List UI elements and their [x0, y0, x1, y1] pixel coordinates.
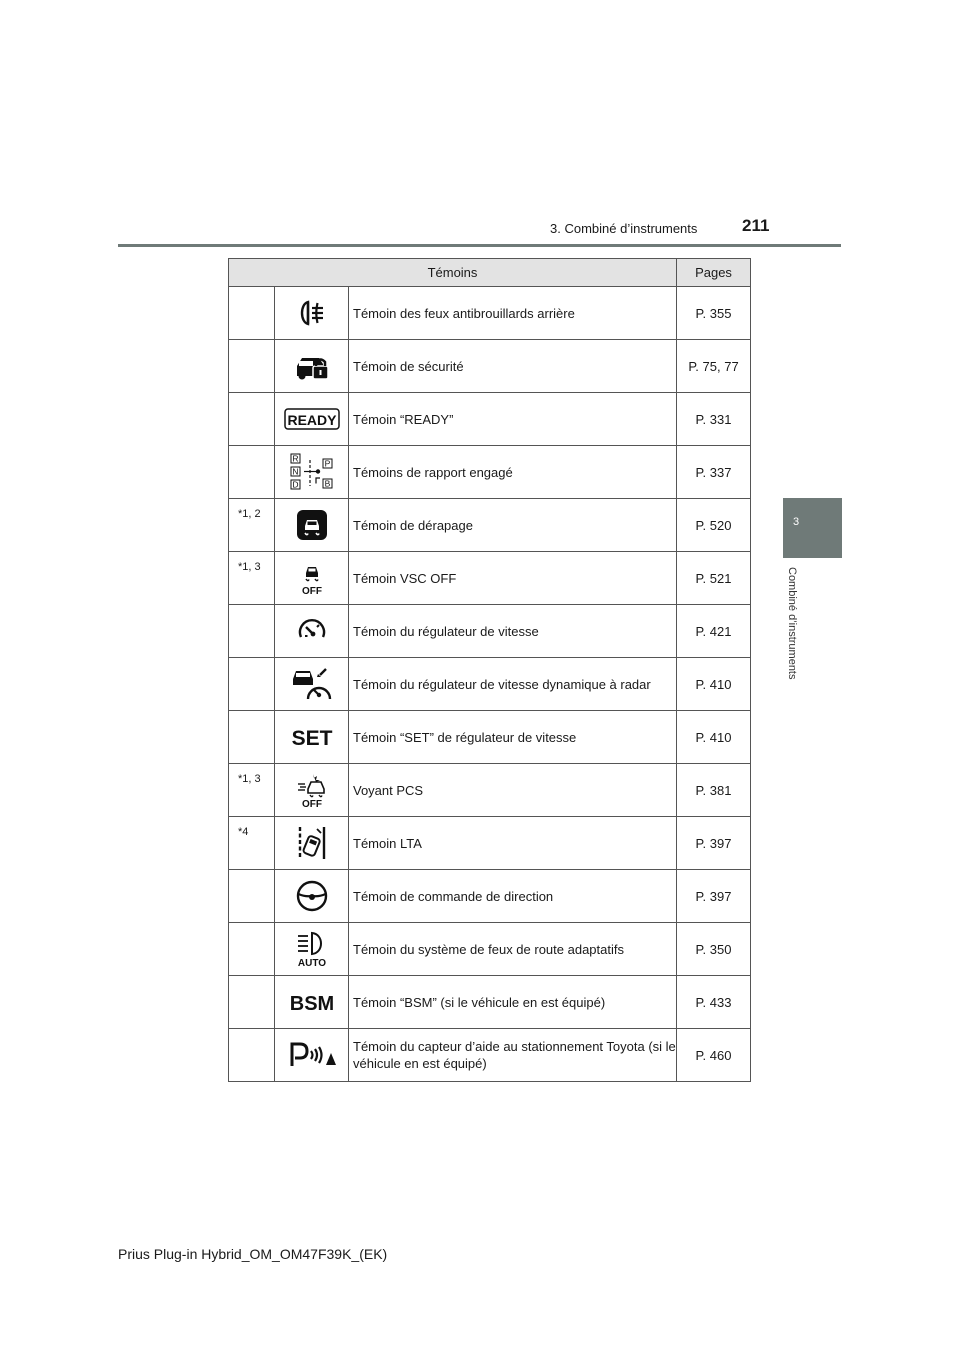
- table-row: [229, 711, 751, 764]
- table-row: [229, 287, 751, 340]
- row-name: Témoin de dérapage: [349, 499, 677, 552]
- pcs-warning-icon: [295, 771, 329, 809]
- row-note: [229, 605, 275, 658]
- row-name: Témoin VSC OFF: [349, 552, 677, 605]
- table-row: [229, 817, 751, 870]
- chapter-tab: [783, 498, 842, 558]
- svg-text:OFF: OFF: [301, 799, 322, 809]
- row-name: Témoin des feux antibrouillards arrière: [349, 287, 677, 340]
- row-name: Témoin du régulateur de vitesse: [349, 605, 677, 658]
- adaptive-high-beam-icon: [293, 930, 331, 968]
- row-name: Témoin du système de feux de route adaptatifs: [349, 923, 677, 976]
- row-name: Témoin du régulateur de vitesse dynamique à radar: [349, 658, 677, 711]
- table-row: [229, 923, 751, 976]
- header-pages: Pages: [677, 259, 751, 287]
- row-page: P. 331: [677, 393, 751, 446]
- row-note: [229, 923, 275, 976]
- table-row: [229, 499, 751, 552]
- row-page: P. 337: [677, 446, 751, 499]
- svg-text:B: B: [324, 478, 330, 489]
- row-name: Témoin “SET” de régulateur de vitesse: [349, 711, 677, 764]
- row-note: *1, 2: [229, 499, 275, 552]
- header-divider: [118, 244, 841, 247]
- row-page: P. 433: [677, 976, 751, 1029]
- slip-indicator-icon: [296, 509, 328, 541]
- row-note: [229, 711, 275, 764]
- svg-text:D: D: [291, 479, 299, 490]
- row-name: Témoin LTA: [349, 817, 677, 870]
- row-page: P. 460: [677, 1029, 751, 1082]
- row-name: Témoin “READY”: [349, 393, 677, 446]
- row-note: [229, 287, 275, 340]
- table-row: [229, 393, 751, 446]
- svg-text:N: N: [291, 466, 299, 477]
- row-page: P. 350: [677, 923, 751, 976]
- chapter-side-label: Combiné d’instruments: [786, 567, 798, 680]
- row-note: [229, 393, 275, 446]
- svg-text:OFF: OFF: [301, 586, 322, 596]
- svg-text:P: P: [324, 458, 330, 469]
- row-note: [229, 340, 275, 393]
- indicator-table: [228, 258, 751, 1082]
- document-footer: Prius Plug-in Hybrid_OM_OM47F39K_(EK): [118, 1246, 388, 1262]
- table-row: [229, 340, 751, 393]
- header-indicators: Témoins: [229, 259, 677, 287]
- svg-text:READY: READY: [286, 412, 337, 428]
- row-name: Voyant PCS: [349, 764, 677, 817]
- row-name: Témoin du capteur d’aide au stationnement Toyota (si le véhicule en est équipé): [349, 1029, 677, 1082]
- row-page: P. 521: [677, 552, 751, 605]
- row-name: Témoin de sécurité: [349, 340, 677, 393]
- row-page: P. 421: [677, 605, 751, 658]
- row-page: P. 381: [677, 764, 751, 817]
- row-page: P. 520: [677, 499, 751, 552]
- row-name: Témoin de commande de direction: [349, 870, 677, 923]
- row-page: P. 410: [677, 711, 751, 764]
- row-note: *4: [229, 817, 275, 870]
- table-row: [229, 446, 751, 499]
- table-row: [229, 870, 751, 923]
- chapter-tab-number: 3: [793, 516, 800, 528]
- table-row: [229, 1029, 751, 1082]
- row-page: P. 355: [677, 287, 751, 340]
- row-note: [229, 976, 275, 1029]
- rear-fog-light-icon: [296, 297, 328, 329]
- table-row: [229, 764, 751, 817]
- row-name: Témoin “BSM” (si le véhicule en est équipé): [349, 976, 677, 1029]
- row-page: P. 397: [677, 870, 751, 923]
- cruise-control-icon: [296, 615, 328, 647]
- page-number: 211: [742, 216, 770, 235]
- svg-text:BSM: BSM: [289, 993, 334, 1014]
- row-note: [229, 1029, 275, 1082]
- row-note: [229, 658, 275, 711]
- table-row: [229, 976, 751, 1029]
- svg-text:R: R: [291, 453, 299, 464]
- parking-assist-sensor-icon: [288, 1039, 336, 1071]
- lta-indicator-icon: [296, 825, 328, 861]
- section-title: 3. Combiné d’instruments: [550, 221, 698, 236]
- svg-text:AUTO: AUTO: [297, 958, 326, 968]
- table-row: [229, 552, 751, 605]
- row-page: P. 75, 77: [677, 340, 751, 393]
- row-page: P. 410: [677, 658, 751, 711]
- row-note: *1, 3: [229, 552, 275, 605]
- bsm-indicator-icon: [286, 990, 338, 1014]
- table-row: [229, 605, 751, 658]
- row-page: P. 397: [677, 817, 751, 870]
- radar-cruise-control-icon: [290, 665, 334, 703]
- table-row: [229, 658, 751, 711]
- vsc-off-icon: [296, 560, 328, 596]
- row-note: *1, 3: [229, 764, 275, 817]
- svg-text:SET: SET: [291, 727, 332, 749]
- row-note: [229, 446, 275, 499]
- ready-indicator-icon: [284, 408, 340, 430]
- steering-control-icon: [295, 879, 329, 913]
- row-note: [229, 870, 275, 923]
- table-header-row: [229, 259, 751, 287]
- row-name: Témoins de rapport engagé: [349, 446, 677, 499]
- shift-position-icon: [290, 453, 334, 491]
- security-indicator-icon: [293, 350, 331, 382]
- cruise-set-icon: [290, 725, 334, 749]
